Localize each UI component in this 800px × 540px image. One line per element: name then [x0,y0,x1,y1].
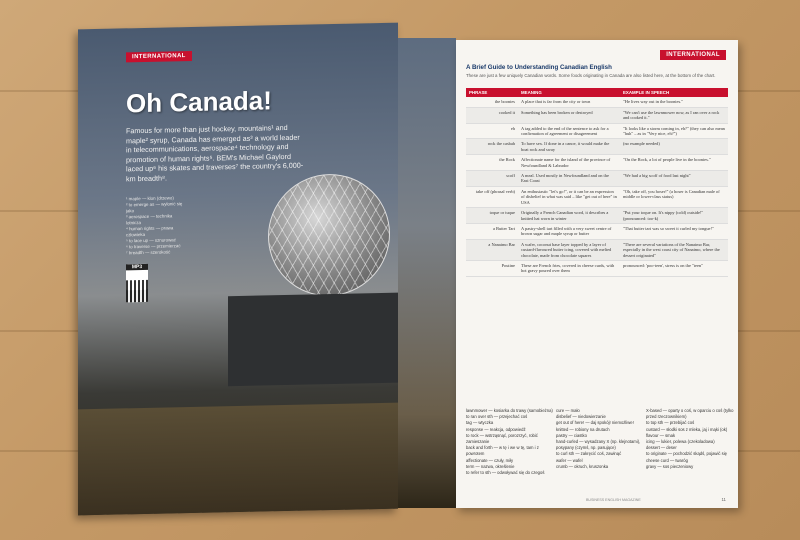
example-cell: "Put your toque on. It's nippy (cold) outside!" (pronounced: too-k) [620,208,728,224]
vocab-item: ⁵ to lace up — sznurować [126,237,176,244]
example-cell: "We can't use the lawnmower now, as I ran over a rock and cooked it." [620,107,728,123]
table-row [466,223,728,239]
glossary-item: term — nazwa, określenie [466,463,515,469]
example-cell: "Oh, take off, you hoser!" (a hoser is Canadian male of middle or lower-class status) [620,186,728,207]
water-reflection [78,403,398,516]
left-page [78,23,398,516]
glossary-item: response — reakcja, odpowiedź [466,426,526,432]
phrase-cell: eh [466,123,518,139]
phrase-cell: cooked it [466,107,518,123]
glossary-item: to rock — wstrząsnąć, porozrzyć, robić zamieszanie [466,432,538,445]
glossary-column [646,408,734,470]
example-cell: "It looks like a storm coming in, eh?" (they can also mean "huh" – as in "Very nice, eh?") [620,123,728,139]
glossary-item: to ran over sth — przejechać coś [466,414,528,420]
vocab-item: ⁴ human rights — prawa człowieka [126,225,174,238]
meaning-cell: A tag added to the end of the sentence to ask for a confirmation of agreement or disagreement [518,123,620,139]
meaning-cell: To have sex. If done in a canoe, it would make the boat rock and sway [518,139,620,155]
phrase-cell: toque or tuque [466,208,518,224]
glossary-item: hand-curled — wysadzany X (np. klejnotami), posypany (czymś, np. pasujące) [556,439,641,451]
table-row [466,139,728,155]
guide-title: A Brief Guide to Understanding Canadian English [466,64,612,71]
meaning-cell: These are French fries, covered in cheese curds, with hot gravy poured over them [518,260,620,276]
table-row [466,186,728,207]
table-row [466,260,728,276]
building [228,293,398,387]
magazine [78,18,740,516]
example-cell: "On the Rock, a lot of people live in the boonies." [620,155,728,171]
glossary-item: disbelief — niedowierzanie [556,414,606,420]
phrase-table [466,88,728,277]
glossary-item: X-based — oparty o coś, w oparciu o coś (tylko przed rzeczownikiem) [646,408,734,420]
glossary-item: crumb — okruch, kruszonka [556,463,609,469]
phrase-cell: the boonies [466,97,518,107]
table-row [466,208,728,224]
phrase-cell: Poutine [466,260,518,276]
vocab-list [126,195,186,256]
guide-subtitle: These are just a few uniquely Canadian words. Some foods originating in Canada are also listed here, at the bottom of the chart. [466,73,716,78]
glossary-item: to refer to sth — odwoływać się do czegoś [466,470,545,476]
table-row [466,107,728,123]
example-cell: "That butter tart was so sweet it curled my tongue!" [620,223,728,239]
glossary-item: get out of here! — daj spokój! niemożliwe! [556,420,634,426]
glossary-item: to curl sth — zakręcić coś, zawinąć [556,451,622,457]
glossary-item: flavour — smak [646,432,676,438]
meaning-cell: A place that is far from the city or town [518,97,620,107]
meaning-cell: Affectionate name for the island of the province of Newfoundland & Labrador [518,155,620,171]
phrase-cell: the Rock [466,155,518,171]
glossary-item: tag — wtyczka [466,420,494,426]
glossary-item: icing — lukier, polewa (czekoladowa) [646,439,715,445]
phrase-cell: rock the casbah [466,139,518,155]
example-cell: "We had a big scoff of food last night" [620,171,728,187]
section-tag: INTERNATIONAL [660,50,726,60]
table-row [466,97,728,107]
photo-continuation [398,38,456,508]
glossary-column [466,408,554,476]
table-row [466,123,728,139]
table-row [466,155,728,171]
intro-text: Famous for more than just hockey, mountains¹ and maple² syrup, Canada has emerged as³ a world leader in telecommunications, aerospace⁴ technology and promotion of human rights⁵. BEM's Michael Gaylord laced up⁶ his skates and traverses⁷ the country's 6,000-km breadth⁸. [126,122,304,183]
example-cell: (no example needed) [620,139,728,155]
meaning-cell: Originally a French Canadian word, it describes a knitted hat worn in winter [518,208,620,224]
column-header: PHRASE [466,88,518,97]
glossary-item: to originate — pochodzić skądś, pojawić się [646,451,727,457]
glossary-item: to top sth — przebijać coś [646,420,695,426]
glossary-item: cure — mało [556,408,580,413]
mp3-icon: MP3 [126,264,148,290]
phrase-cell: scoff [466,171,518,187]
meaning-cell: A pastry-shell tart filled with a very sweet centre of brown sugar and maple syrup or butter [518,223,620,239]
meaning-cell: An enthusiastic "let's go!", or it can be an expression of disbelief in what was said – like "get out of here" in USA [518,186,620,207]
glossary-item: knitted — robiony na drutach [556,426,610,432]
right-page [456,40,738,508]
example-cell: "There are several variations of the Nanaimo Bar, especially in the west coast city of Nanaimo, where the dessert originated" [620,239,728,260]
glossary-item: back and forth — w tę i we w tę, tam i z powrotem [466,445,539,457]
glossary-item: affectionate — czuły, miły [466,457,514,463]
geodesic-dome [268,173,390,298]
table-row [466,171,728,187]
section-tag: INTERNATIONAL [126,51,192,62]
example-cell: pronounced: 'poo-teen', stress is on the "teen" [620,260,728,276]
vocab-item: ¹ maple — klon (drzewo) [126,195,174,202]
glossary-item: pastry — ciastko [556,432,587,438]
phrase-cell: take off (phrasal verb) [466,186,518,207]
meaning-cell: A wafer, coconut base layer topped by a layer of custard-flavoured butter icing, covered with melted chocolate, made from chocolate squares [518,239,620,260]
example-cell: "He lives way out in the boonies." [620,97,728,107]
vocab-item: ³ aerospace — technika lotnicza [126,213,173,226]
glossary-item: lawnmower — kosiarka do trawy (samobieżna) [466,408,553,413]
vocab-item: ⁶ to traverse — przemierzać [126,243,181,250]
page-number: 11 [721,497,726,502]
vocab-item: ² to emerge as — wyłonić się jako [126,201,183,214]
phrase-cell: a Butter Tart [466,223,518,239]
meaning-cell: A meal. Used mostly in Newfoundland and on the East Coast [518,171,620,187]
phrase-cell: a Nanaimo Bar [466,239,518,260]
glossary-column [556,408,644,470]
page-footer: BUSINESS ENGLISH MAGAZINE [586,498,641,502]
glossary-item: gravy — sos pieczeniowy [646,463,694,469]
glossary-item: dessert — deser [646,445,677,451]
table-row [466,239,728,260]
page-title: Oh Canada! [126,85,272,119]
glossary-item: custard — słodki sos z mleka, jaj i mąki (ok) [646,426,728,432]
vocab-item: ⁷ breadth — szerokość [126,249,171,256]
meaning-cell: Something has been broken or destroyed [518,107,620,123]
qr-code [126,280,148,302]
glossary-item: cheese curd — twaróg [646,457,688,463]
glossary-item: wafer — wafel [556,457,583,463]
column-header: MEANING [518,88,620,97]
column-header: EXAMPLE IN SPEECH [620,88,728,97]
